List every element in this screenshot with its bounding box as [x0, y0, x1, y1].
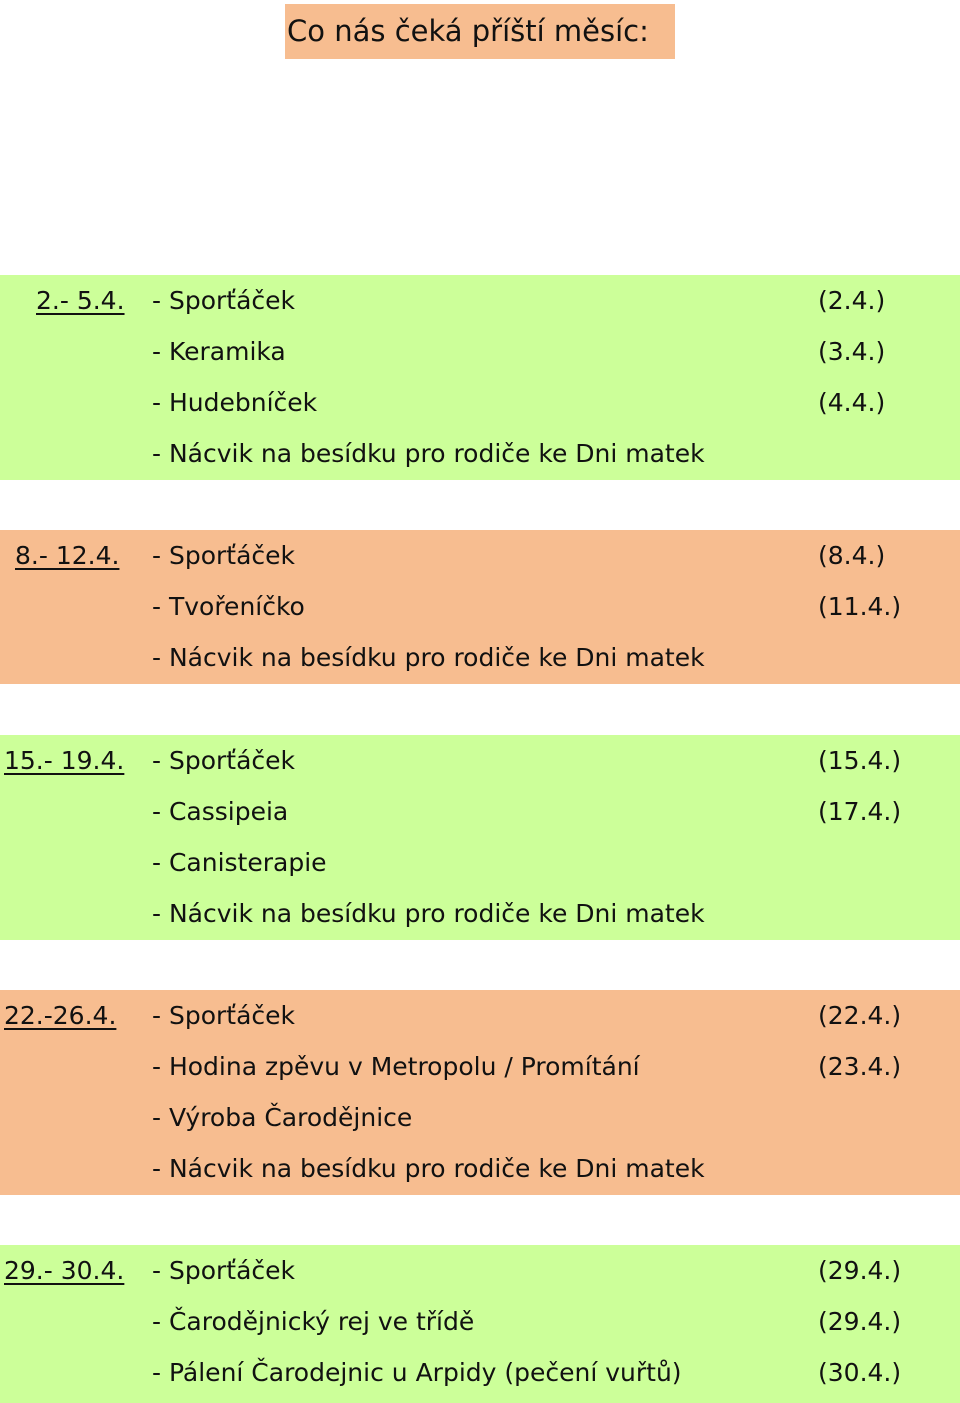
- week-date: 22.-26.4.: [4, 1001, 117, 1030]
- activity-date: (22.4.): [818, 1001, 902, 1030]
- activity-date: (29.4.): [818, 1307, 902, 1336]
- activity-date: (2.4.): [818, 286, 886, 315]
- activity-label: - Sporťáček: [152, 541, 296, 570]
- activity-label: - Cassipeia: [152, 797, 289, 826]
- schedule-row: [0, 837, 960, 888]
- schedule-row: [0, 888, 960, 939]
- activity-label: - Canisterapie: [152, 848, 327, 877]
- week-date: 8.- 12.4.: [15, 541, 120, 570]
- activity-date: (17.4.): [818, 797, 902, 826]
- activity-date: (30.4.): [818, 1358, 902, 1387]
- schedule-row: [0, 326, 960, 377]
- week-block: [0, 275, 960, 480]
- activity-label: - Nácvik na besídku pro rodiče ke Dni matek: [152, 439, 705, 468]
- activity-date: (4.4.): [818, 388, 886, 417]
- activity-label: - Sporťáček: [152, 746, 296, 775]
- schedule-row: [0, 275, 960, 326]
- activity-label: - Pálení Čarodejnic u Arpidy (pečení vuřtů): [152, 1358, 682, 1387]
- activity-date: (29.4.): [818, 1256, 902, 1285]
- schedule-row: [0, 1347, 960, 1398]
- schedule-row: [0, 990, 960, 1041]
- activity-label: - Nácvik na besídku pro rodiče ke Dni matek: [152, 643, 705, 672]
- activity-date: (11.4.): [818, 592, 902, 621]
- schedule-row: [0, 632, 960, 683]
- activity-label: - Keramika: [152, 337, 286, 366]
- activity-label: - Výroba Čarodějnice: [152, 1103, 413, 1132]
- activity-date: (23.4.): [818, 1052, 902, 1081]
- activity-label: - Hodina zpěvu v Metropolu / Promítání: [152, 1052, 640, 1081]
- week-block: [0, 990, 960, 1195]
- activity-label: - Nácvik na besídku pro rodiče ke Dni matek: [152, 1154, 705, 1183]
- schedule-row: [0, 1143, 960, 1194]
- activity-date: (8.4.): [818, 541, 886, 570]
- week-date: 2.- 5.4.: [36, 286, 125, 315]
- activity-label: - Sporťáček: [152, 1256, 296, 1285]
- schedule-row: [0, 735, 960, 786]
- activity-label: - Sporťáček: [152, 286, 296, 315]
- activity-label: - Sporťáček: [152, 1001, 296, 1030]
- activity-label: - Čarodějnický rej ve třídě: [152, 1307, 475, 1336]
- activity-date: (15.4.): [818, 746, 902, 775]
- week-block: [0, 1245, 960, 1403]
- activity-date: (3.4.): [818, 337, 886, 366]
- week-date: 15.- 19.4.: [4, 746, 125, 775]
- schedule-row: [0, 786, 960, 837]
- activity-label: - Tvořeníčko: [152, 592, 305, 621]
- schedule-row: [0, 377, 960, 428]
- schedule-row: [0, 428, 960, 479]
- week-block: [0, 530, 960, 684]
- schedule-row: [0, 1092, 960, 1143]
- schedule-row: [0, 1296, 960, 1347]
- activity-label: - Hudebníček: [152, 388, 318, 417]
- page-title: Co nás čeká příští měsíc:: [285, 4, 675, 59]
- week-date: 29.- 30.4.: [4, 1256, 125, 1285]
- schedule-row: [0, 1245, 960, 1296]
- schedule-row: [0, 530, 960, 581]
- week-block: [0, 735, 960, 940]
- schedule-row: [0, 581, 960, 632]
- activity-label: - Nácvik na besídku pro rodiče ke Dni matek: [152, 899, 705, 928]
- schedule-row: [0, 1041, 960, 1092]
